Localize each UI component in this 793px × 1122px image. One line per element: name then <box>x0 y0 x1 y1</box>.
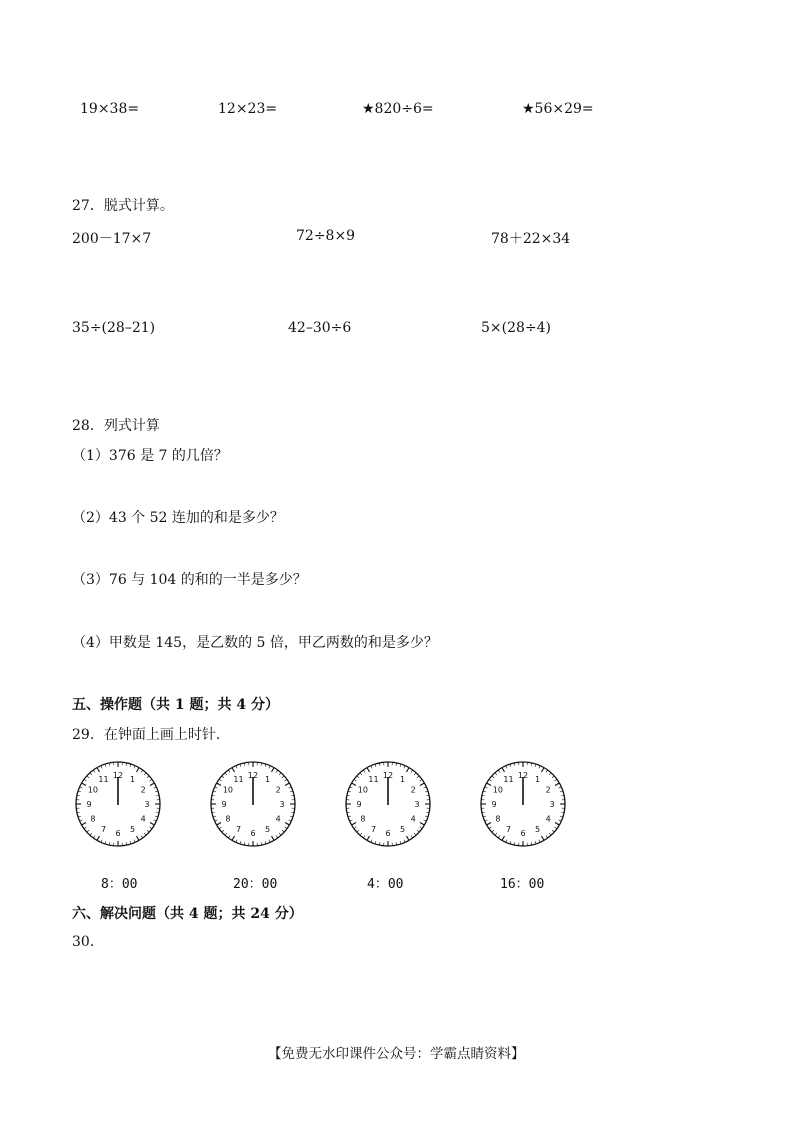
clock-number: 1 <box>534 774 541 784</box>
clock-tick <box>555 783 559 786</box>
clock-tick <box>285 779 287 781</box>
clock-tick <box>228 836 230 838</box>
clock-tick <box>414 833 416 835</box>
clock-tick <box>487 783 491 786</box>
clock-tick <box>555 823 559 826</box>
clock-tick <box>217 783 221 786</box>
clock-number: 10 <box>87 785 98 795</box>
clock-number: 4 <box>410 814 416 824</box>
clock-tick <box>495 773 497 775</box>
clock-tick <box>549 833 551 835</box>
clock-tick <box>87 776 89 778</box>
clock-tick <box>150 827 152 829</box>
clock-number: 12 <box>112 771 124 780</box>
clock-tick <box>219 779 221 781</box>
clock-tick <box>272 836 275 840</box>
clock-tick <box>492 776 494 778</box>
clock-number: 5 <box>399 825 406 835</box>
clock-tick <box>282 776 284 778</box>
clock-tick <box>420 827 422 829</box>
clock-tick <box>357 830 359 832</box>
clock-tick <box>555 827 557 829</box>
clock-tick <box>420 783 424 786</box>
clock-tick <box>417 776 419 778</box>
clock-tick <box>546 770 548 772</box>
clock-tick <box>367 836 370 840</box>
clock-tick <box>276 770 278 772</box>
clock-tick <box>144 773 146 775</box>
clock-tick <box>225 833 227 835</box>
clock-tick <box>411 770 413 772</box>
clock-tick <box>363 836 365 838</box>
clock-tick <box>84 779 86 781</box>
section-5-title: 五、操作题（共 1 题；共 4 分） <box>72 697 279 713</box>
clock-svg <box>73 759 163 849</box>
clock-tick <box>219 827 221 829</box>
clock-tick <box>420 779 422 781</box>
clock-number: 12 <box>247 771 259 780</box>
clock-number: 7 <box>505 825 512 835</box>
clock-svg <box>478 759 568 849</box>
clock-number: 6 <box>385 829 391 838</box>
clock-tick <box>502 836 505 840</box>
clock-number: 6 <box>520 829 526 838</box>
clock-tick <box>487 823 491 826</box>
clock-number: 3 <box>144 800 150 809</box>
clock-number: 2 <box>140 785 146 795</box>
clock-tick <box>285 827 287 829</box>
clock-tick <box>411 836 413 838</box>
clock-number: 11 <box>368 774 379 784</box>
clock-tick <box>352 823 356 826</box>
clock-time-3: 4：00 <box>367 877 404 892</box>
clock-tick <box>272 768 275 772</box>
clock-tick <box>137 768 140 772</box>
clock-number: 9 <box>356 800 362 809</box>
q27-expr-4: 35÷(28–21) <box>72 320 156 336</box>
q28-item-4: （4）甲数是 145，是乙数的 5 倍，甲乙两数的和是多少？ <box>72 635 438 651</box>
q27-expr-3: 78＋22×34 <box>491 231 571 247</box>
clock-tick <box>542 768 545 772</box>
clock-tick <box>407 768 410 772</box>
clock-number: 5 <box>129 825 136 835</box>
clock-tick <box>282 830 284 832</box>
clock-tick <box>357 776 359 778</box>
section-6-title: 六、解决问题（共 4 题；共 24 分） <box>72 906 303 922</box>
clock-tick <box>363 770 365 772</box>
clock-number: 6 <box>250 829 256 838</box>
clock-number: 2 <box>410 785 416 795</box>
clock-tick <box>285 823 289 826</box>
clock-number: 12 <box>517 771 529 780</box>
clock-number: 8 <box>225 814 231 824</box>
q28-title: 28．列式计算 <box>72 418 160 434</box>
clock-tick <box>354 827 356 829</box>
clock-tick <box>414 773 416 775</box>
q27-title: 27．脱式计算。 <box>72 198 174 214</box>
clock-tick <box>279 833 281 835</box>
clock-number: 10 <box>222 785 233 795</box>
clock-tick <box>147 830 149 832</box>
clock-time-1: 8：00 <box>101 877 138 892</box>
clock-number: 9 <box>86 800 92 809</box>
clock-tick <box>420 823 424 826</box>
clock-number: 10 <box>357 785 368 795</box>
clock-tick <box>97 836 100 840</box>
clock-number: 1 <box>399 774 406 784</box>
clock-tick <box>360 773 362 775</box>
clock-tick <box>232 768 235 772</box>
clock-number: 12 <box>382 771 394 780</box>
clock-number: 5 <box>534 825 541 835</box>
clock-number: 8 <box>495 814 501 824</box>
calc-item-2: 12×23= <box>218 101 278 117</box>
clock-number: 1 <box>129 774 136 784</box>
clock-face-3[interactable] <box>343 759 433 849</box>
q27-expr-5: 42–30÷6 <box>288 320 352 336</box>
clock-tick <box>360 833 362 835</box>
q29-title: 29．在钟面上画上时针. <box>72 727 221 743</box>
clock-tick <box>498 836 500 838</box>
clock-tick <box>93 836 95 838</box>
q27-expr-6: 5×(28÷4) <box>481 320 552 336</box>
q28-item-3: （3）76 与 104 的和的一半是多少？ <box>72 572 307 588</box>
clock-tick <box>147 776 149 778</box>
q28-item-2: （2）43 个 52 连加的和是多少？ <box>72 510 284 526</box>
calc-item-1: 19×38= <box>80 101 140 117</box>
clock-tick <box>225 773 227 775</box>
clock-tick <box>87 830 89 832</box>
clock-tick <box>489 827 491 829</box>
clock-tick <box>285 783 289 786</box>
clock-number: 4 <box>545 814 551 824</box>
calc-item-4: ★56×29= <box>522 101 594 117</box>
clock-tick <box>84 827 86 829</box>
clock-number: 11 <box>98 774 109 784</box>
clock-number: 2 <box>545 785 551 795</box>
clock-tick <box>232 836 235 840</box>
clock-tick <box>90 773 92 775</box>
clock-tick <box>150 823 154 826</box>
clock-tick <box>407 836 410 840</box>
clock-tick <box>150 783 154 786</box>
clock-tick <box>417 830 419 832</box>
clock-number: 7 <box>100 825 107 835</box>
clock-number: 7 <box>370 825 377 835</box>
clock-tick <box>498 770 500 772</box>
clock-tick <box>82 783 86 786</box>
q30-title: 30. <box>72 934 95 950</box>
clock-tick <box>546 836 548 838</box>
clock-tick <box>150 779 152 781</box>
clock-number: 5 <box>264 825 271 835</box>
clock-tick <box>354 779 356 781</box>
footer-note: 【免费无水印课件公众号：学霸点睛资料】 <box>268 1046 525 1062</box>
clock-tick <box>82 823 86 826</box>
clock-time-2: 20：00 <box>233 877 278 892</box>
clock-time-4: 16：00 <box>500 877 545 892</box>
clock-tick <box>279 773 281 775</box>
clock-tick <box>492 830 494 832</box>
clock-tick <box>352 783 356 786</box>
clock-tick <box>228 770 230 772</box>
clock-number: 8 <box>360 814 366 824</box>
clock-tick <box>222 830 224 832</box>
clock-number: 6 <box>115 829 121 838</box>
clock-number: 11 <box>503 774 514 784</box>
clock-face-4[interactable] <box>478 759 568 849</box>
clock-tick <box>502 768 505 772</box>
clock-face-1[interactable] <box>73 759 163 849</box>
q28-item-1: （1）376 是 7 的几倍？ <box>72 448 228 464</box>
clock-face-2[interactable] <box>208 759 298 849</box>
calc-item-3: ★820÷6= <box>362 101 434 117</box>
clock-tick <box>90 833 92 835</box>
clock-tick <box>367 768 370 772</box>
clock-number: 1 <box>264 774 271 784</box>
clock-tick <box>552 830 554 832</box>
clock-tick <box>141 770 143 772</box>
clock-tick <box>489 779 491 781</box>
clock-tick <box>276 836 278 838</box>
clock-tick <box>137 836 140 840</box>
clock-number: 8 <box>90 814 96 824</box>
clock-tick <box>555 779 557 781</box>
clock-number: 11 <box>233 774 244 784</box>
clock-number: 4 <box>140 814 146 824</box>
clock-number: 3 <box>549 800 555 809</box>
clock-tick <box>93 770 95 772</box>
q27-expr-1: 200－17×7 <box>72 231 152 247</box>
clock-tick <box>144 833 146 835</box>
clock-number: 9 <box>221 800 227 809</box>
clock-tick <box>542 836 545 840</box>
clock-tick <box>549 773 551 775</box>
clock-number: 2 <box>275 785 281 795</box>
clock-number: 3 <box>414 800 420 809</box>
clock-number: 10 <box>492 785 503 795</box>
clock-tick <box>495 833 497 835</box>
clock-svg <box>343 759 433 849</box>
clock-tick <box>222 776 224 778</box>
clock-tick <box>217 823 221 826</box>
clock-number: 7 <box>235 825 242 835</box>
clock-tick <box>552 776 554 778</box>
q27-expr-2: 72÷8×9 <box>296 228 356 244</box>
clock-tick <box>141 836 143 838</box>
clock-tick <box>97 768 100 772</box>
clock-number: 3 <box>279 800 285 809</box>
clock-svg <box>208 759 298 849</box>
clock-number: 9 <box>491 800 497 809</box>
clock-number: 4 <box>275 814 281 824</box>
